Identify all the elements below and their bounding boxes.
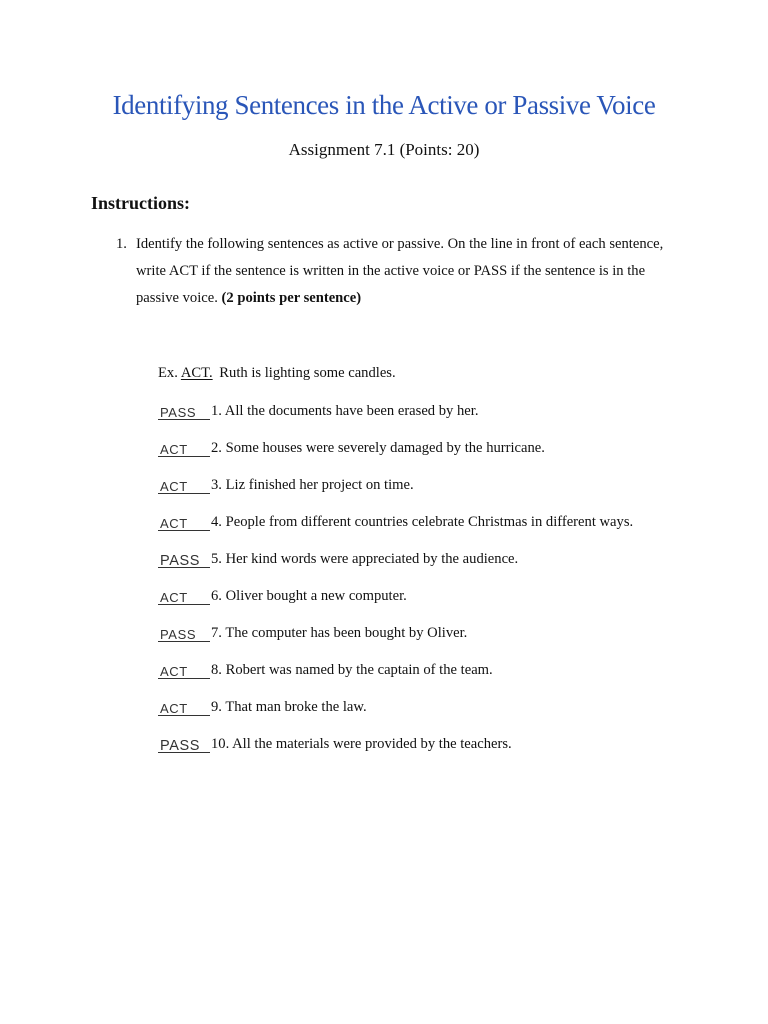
answer-blank[interactable]	[158, 514, 210, 531]
answer-text: PASS	[160, 738, 201, 754]
answer-text: ACT	[160, 442, 188, 457]
assignment-subtitle: Assignment 7.1 (Points: 20)	[288, 140, 480, 159]
example-prefix: Ex.	[158, 365, 178, 381]
question-number: 1.	[211, 403, 222, 419]
answer-text: PASS	[160, 553, 201, 569]
answer-blank[interactable]	[158, 403, 210, 420]
answer-text: ACT	[160, 479, 188, 494]
question-number: 2.	[211, 440, 222, 456]
answer-blank[interactable]	[158, 625, 210, 642]
question-sentence: Oliver bought a new computer.	[225, 588, 407, 604]
question-item	[158, 511, 718, 535]
question-number: 3.	[211, 477, 222, 493]
question-text	[211, 474, 414, 496]
answer-blank[interactable]	[158, 477, 210, 494]
question-text	[211, 659, 493, 681]
question-item	[158, 696, 718, 720]
answer-text: ACT	[160, 516, 188, 531]
question-text	[211, 511, 633, 533]
example-line	[158, 365, 396, 382]
question-item	[158, 400, 718, 424]
question-sentence: Liz finished her project on time.	[225, 477, 414, 493]
answer-blank[interactable]	[158, 551, 210, 568]
question-number: 6.	[211, 588, 222, 604]
question-number: 9.	[211, 699, 222, 715]
example-answer: ACT.	[180, 365, 213, 381]
question-item	[158, 474, 718, 498]
question-sentence: Her kind words were appreciated by the audience.	[225, 551, 519, 567]
answer-text: PASS	[160, 405, 197, 420]
points-note: (2 points per sentence)	[221, 290, 362, 306]
example-sentence: Ruth is lighting some candles.	[219, 365, 396, 381]
answer-blank[interactable]	[158, 662, 210, 679]
question-text	[211, 733, 512, 755]
question-text	[211, 622, 467, 644]
question-item	[158, 659, 718, 683]
instruction-number: 1.	[116, 236, 127, 252]
question-number: 8.	[211, 662, 222, 678]
instruction-text-block	[136, 231, 676, 312]
question-sentence: All the materials were provided by the teachers.	[232, 736, 512, 752]
question-number: 7.	[211, 625, 222, 641]
question-item	[158, 548, 718, 572]
instruction-text: Identify the following sentences as active or passive. On the line in front of each sentence, write ACT if the sentence is written in the active voice or PASS if the sentence is in the passive voice.	[136, 236, 664, 306]
question-sentence: Some houses were severely damaged by the hurricane.	[225, 440, 545, 456]
page-title: Identifying Sentences in the Active or Passive Voice	[112, 90, 656, 120]
answer-blank[interactable]	[158, 440, 210, 457]
answer-blank[interactable]	[158, 588, 210, 605]
question-number: 5.	[211, 551, 222, 567]
answer-blank[interactable]	[158, 736, 210, 753]
answer-text: ACT	[160, 701, 188, 716]
question-sentence: The computer has been bought by Oliver.	[225, 625, 468, 641]
question-number: 10.	[211, 736, 230, 752]
question-sentence: All the documents have been erased by her.	[224, 403, 479, 419]
question-sentence: That man broke the law.	[225, 699, 367, 715]
question-text	[211, 548, 518, 570]
question-text	[211, 585, 407, 607]
question-text	[211, 437, 545, 459]
answer-text: PASS	[160, 627, 197, 642]
instructions-heading: Instructions:	[91, 193, 191, 213]
answer-text: ACT	[160, 590, 188, 605]
answer-text: ACT	[160, 664, 188, 679]
question-sentence: Robert was named by the captain of the team.	[225, 662, 493, 678]
question-text	[211, 400, 478, 422]
question-sentence: People from different countries celebrate Christmas in different ways.	[225, 514, 634, 530]
question-item	[158, 585, 718, 609]
question-text	[211, 696, 367, 718]
question-number: 4.	[211, 514, 222, 530]
question-item	[158, 622, 718, 646]
question-item	[158, 733, 718, 757]
answer-blank[interactable]	[158, 699, 210, 716]
question-item	[158, 437, 718, 461]
